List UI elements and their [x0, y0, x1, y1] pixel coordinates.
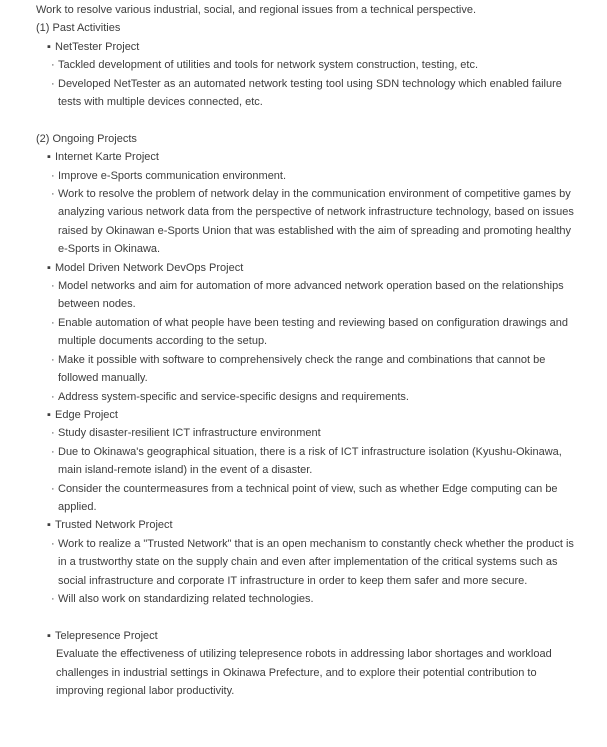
project-title: Telepresence Project	[55, 629, 158, 642]
bullet-item	[51, 75, 578, 112]
bullet-text: Will also work on standardizing related technologies.	[58, 592, 314, 605]
project-title: Trusted Network Project	[55, 519, 173, 532]
square-bullet-icon: ▪	[47, 151, 51, 164]
bullet-text: Improve e-Sports communication environment.	[58, 169, 287, 182]
bullet-item	[51, 56, 578, 74]
project-title: Internet Karte Project	[55, 151, 159, 164]
dot-bullet-icon: ·	[51, 316, 55, 329]
dot-bullet-icon: ·	[51, 445, 55, 458]
project	[36, 627, 578, 701]
square-bullet-icon: ▪	[47, 629, 51, 642]
bullet-text: Study disaster-resilient ICT infrastructure environment	[58, 427, 321, 440]
bullet-text: Work to resolve the problem of network delay in the communication environment of competitive games by analyzing various network data from the perspective of network infrastructure technology, based on issues raised by Okinawan e-Sports Union that was established with the aim of spreading and promoting healthy e-Sports in Okinawa.	[58, 188, 574, 256]
square-bullet-icon: ▪	[47, 40, 51, 53]
dot-bullet-icon: ·	[51, 482, 55, 495]
project-title-row	[47, 516, 578, 534]
project-paragraph: Evaluate the effectiveness of utilizing telepresence robots in addressing labor shortages and workload challenges in industrial settings in Okinawa Prefecture, and to explore their potential contribution to improving regional labor productivity.	[56, 648, 552, 697]
bullet-item	[51, 351, 578, 388]
square-bullet-icon: ▪	[47, 408, 51, 421]
dot-bullet-icon: ·	[51, 188, 55, 201]
bullet-item	[51, 167, 578, 185]
section-heading: (1) Past Activities	[36, 22, 121, 35]
project-title: Model Driven Network DevOps Project	[55, 261, 244, 274]
bullet-list	[36, 277, 578, 406]
section	[36, 130, 578, 701]
project	[36, 406, 578, 516]
bullet-item	[51, 388, 578, 406]
bullet-list	[36, 535, 578, 609]
dot-bullet-icon: ·	[51, 592, 55, 605]
project-title-row	[47, 259, 578, 277]
intro-text: Work to resolve various industrial, social, and regional issues from a technical perspective.	[36, 4, 476, 16]
project-list	[36, 38, 578, 112]
bullet-text: Work to realize a "Trusted Network" that is an open mechanism to constantly check whether the product is in a trustworthy state on the supply chain and even after implementation of the critical systems such as social infrastructure and corporate IT infrastructure in order to keep them safer and more secure.	[58, 537, 574, 587]
bullet-item	[51, 443, 578, 480]
sections-container	[36, 19, 578, 700]
dot-bullet-icon: ·	[51, 353, 55, 366]
dot-bullet-icon: ·	[51, 390, 55, 403]
bullet-list	[36, 56, 578, 111]
project-title-row	[47, 627, 578, 645]
dot-bullet-icon: ·	[51, 280, 55, 293]
section	[36, 19, 578, 111]
dot-bullet-icon: ·	[51, 537, 55, 550]
project	[36, 516, 578, 608]
blank-line	[36, 111, 578, 129]
bullet-list	[36, 645, 578, 700]
bullet-text: Tackled development of utilities and tools for network system construction, testing, etc.	[58, 59, 479, 72]
square-bullet-icon: ▪	[47, 261, 51, 274]
section-heading: (2) Ongoing Projects	[36, 132, 137, 145]
blank-line	[36, 608, 578, 626]
bullet-text: Enable automation of what people have been testing and reviewing based on configuration drawings and multiple documents according to the setup.	[58, 316, 569, 348]
project	[36, 148, 578, 258]
bullet-text: Model networks and aim for automation of more advanced network operation based on the relationships between nodes.	[58, 280, 564, 311]
bullet-item	[51, 590, 578, 608]
bullet-item	[51, 185, 578, 259]
project	[36, 38, 578, 112]
project-title-row	[47, 406, 578, 424]
bullet-text: Make it possible with software to comprehensively check the range and combinations that cannot be followed manually.	[58, 353, 546, 385]
project-list	[36, 148, 578, 700]
bullet-list	[36, 424, 578, 516]
dot-bullet-icon: ·	[51, 427, 55, 440]
project-title-row	[47, 148, 578, 166]
square-bullet-icon: ▪	[47, 519, 51, 532]
bullet-list	[36, 167, 578, 259]
bullet-text: Due to Okinawa's geographical situation, there is a risk of ICT infrastructure isolation (Kyushu-Okinawa, main island-remote island) in the event of a disaster.	[58, 445, 562, 477]
project-title: Edge Project	[55, 408, 118, 421]
dot-bullet-icon: ·	[51, 169, 55, 182]
bullet-item	[51, 314, 578, 351]
bullet-item	[51, 480, 578, 517]
bullet-text: Developed NetTester as an automated network testing tool using SDN technology which enabled failure tests with multiple devices connected, etc.	[58, 77, 562, 109]
dot-bullet-icon: ·	[51, 77, 55, 90]
dot-bullet-icon: ·	[51, 59, 55, 72]
project-title-row	[47, 38, 578, 56]
bullet-text: Address system-specific and service-specific designs and requirements.	[58, 390, 409, 403]
project-title: NetTester Project	[55, 40, 140, 53]
project	[36, 259, 578, 406]
bullet-item	[51, 277, 578, 314]
bullet-text: Consider the countermeasures from a technical point of view, such as whether Edge computing can be applied.	[58, 482, 558, 513]
bullet-item	[51, 424, 578, 442]
bullet-item	[51, 535, 578, 590]
